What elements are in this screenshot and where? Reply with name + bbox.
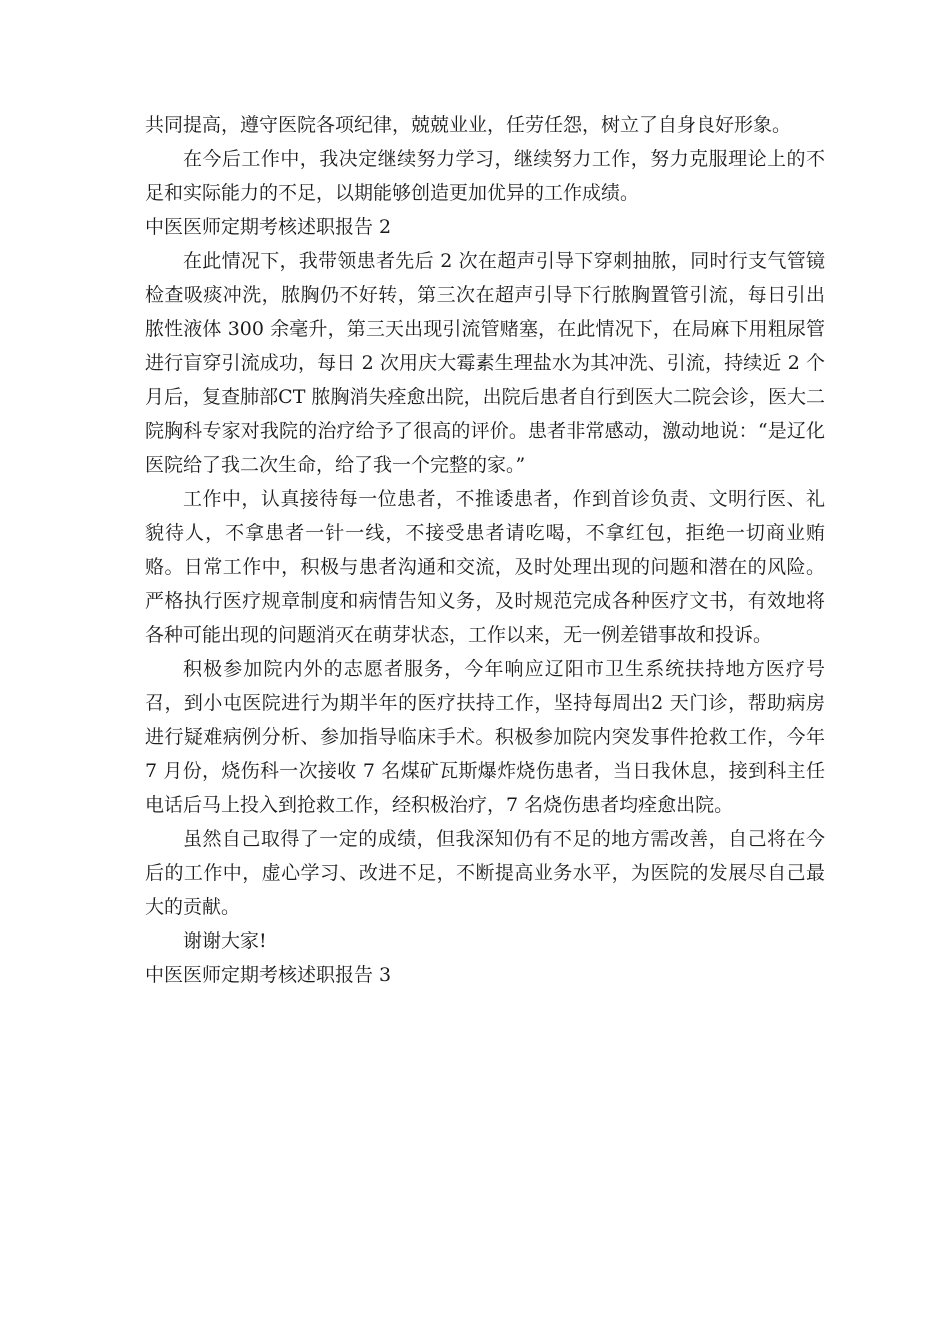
- paragraph-volunteer-service: 积极参加院内外的志愿者服务，今年响应辽阳市卫生系统扶持地方医疗号召，到小屯医院进行为期半年的医疗扶持工作，坚持每周出2 天门诊，帮助病房进行疑难病例分析、参加指导临床手术。积极参加院内突发事件抢救工作，今年 7 月份，烧伤科一次接收 7 名煤矿瓦斯爆炸烧伤患者，当日我休息，接到科主任电话后马上投入到抢救工作，经积极治疗，7 名烧伤患者均痊愈出院。: [145, 658, 825, 816]
- section-heading-3: 中医医师定期考核述职报告 3: [145, 964, 392, 986]
- paragraph-continuation: 共同提高，遵守医院各项纪律，兢兢业业，任劳任怨，树立了自身良好形象。: [145, 114, 792, 136]
- paragraph-future-work: 在今后工作中，我决定继续努力学习，继续努力工作，努力克服理论上的不足和实际能力的不足，以期能够创造更加优异的工作成绩。: [145, 148, 825, 204]
- paragraph-work-ethics: 工作中，认真接待每一位患者，不推诿患者，作到首诊负责、文明行医、礼貌待人，不拿患者一针一线，不接受患者请吃喝，不拿红包，拒绝一切商业贿赂。日常工作中，积极与患者沟通和交流，及时处理出现的问题和潜在的风险。严格执行医疗规章制度和病情告知义务，及时规范完成各种医疗文书，有效地将各种可能出现的问题消灭在萌芽状态，工作以来，无一例差错事故和投诉。: [145, 488, 825, 646]
- paragraph-thanks: 谢谢大家!: [183, 930, 267, 952]
- paragraph-conclusion: 虽然自己取得了一定的成绩，但我深知仍有不足的地方需改善，自己将在今后的工作中，虚心学习、改进不足，不断提高业务水平，为医院的发展尽自己最大的贡献。: [145, 828, 825, 918]
- document-body: [145, 108, 825, 992]
- section-heading-2: 中医医师定期考核述职报告 2: [145, 216, 392, 238]
- paragraph-case-treatment: 在此情况下，我带领患者先后 2 次在超声引导下穿刺抽脓，同时行支气管镜检查吸痰冲洗，脓胸仍不好转，第三次在超声引导下行脓胸置管引流，每日引出脓性液体 300 余毫升，第三天出现引流管赌塞，在此情况下，在局麻下用粗尿管进行盲穿引流成功，每日 2 次用庆大霉素生理盐水为其冲洗、引流，持续近 2 个月后，复查肺部CT 脓胸消失痊愈出院，出院后患者自行到医大二院会诊，医大二院胸科专家对我院的治疗给予了很高的评价。患者非常感动，激动地说：“是辽化医院给了我二次生命，给了我一个完整的家。”: [145, 250, 825, 476]
